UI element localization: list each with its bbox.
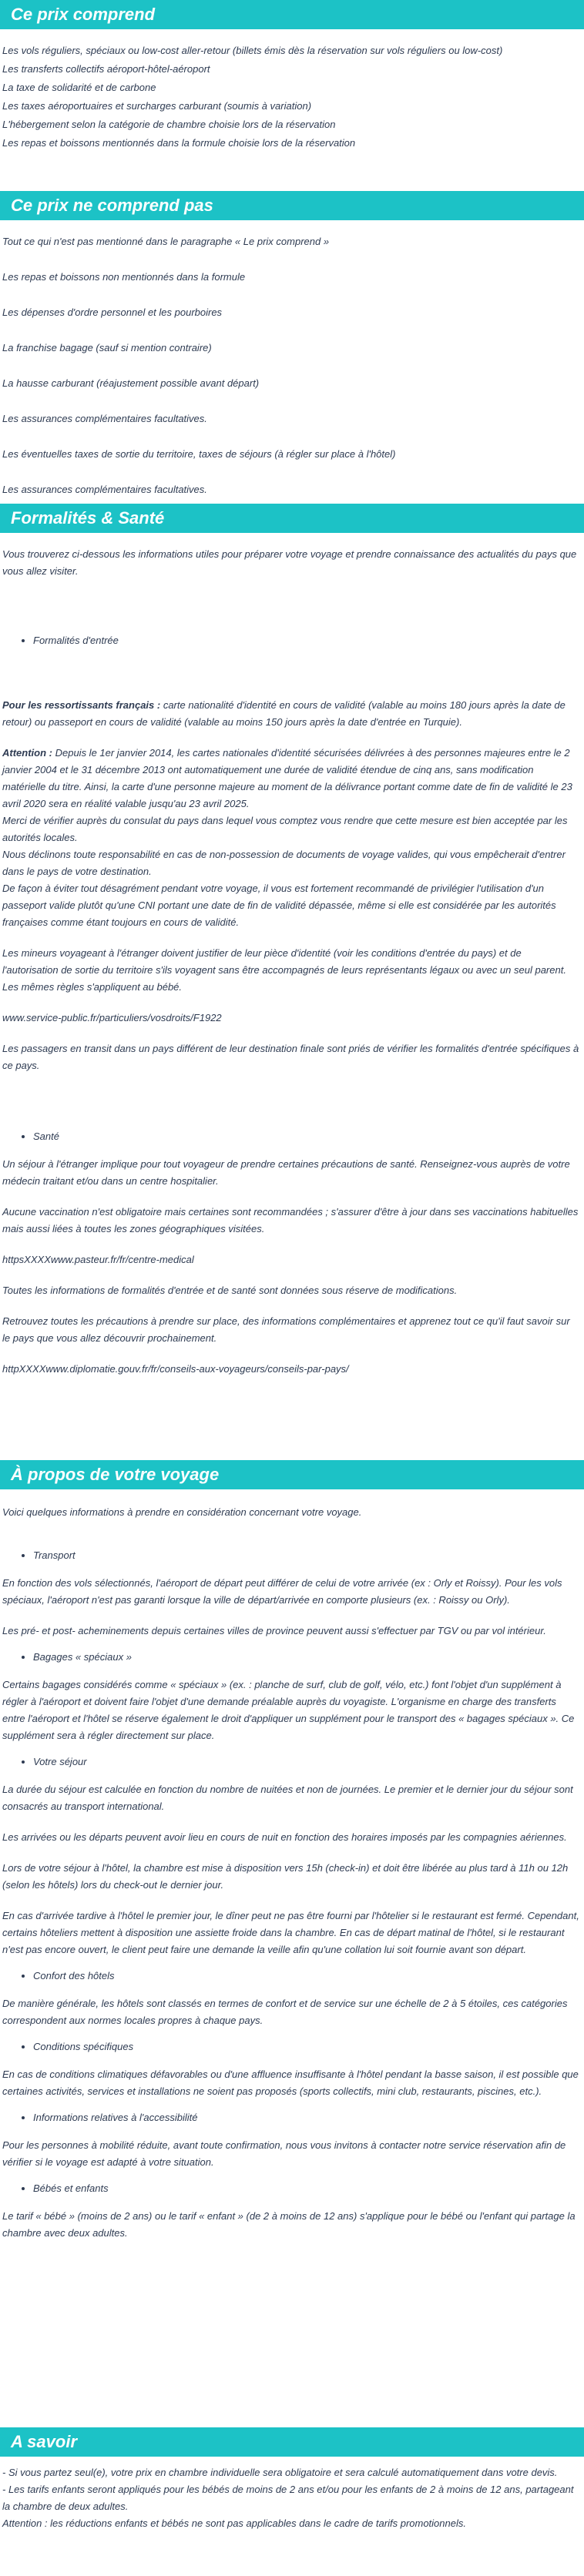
excluded-list [0,220,584,498]
excluded-item: Les dépenses d'ordre personnel et les pourboires [2,307,223,318]
apropos-intro: Voici quelques informations à prendre en considération concernant votre voyage. [2,1506,362,1518]
arrivee-tardive: En cas d'arrivée tardive à l'hôtel le premier jour, le dîner peut ne pas être fourni par l'hôtelier si le restaurant est fermé. Cependant, certains hôteliers mettent à disposition une assiette froide dans la chambre. En cas de départ matinal de l'hôtel, si le restaurant n'est pas encore ouvert, le client peut faire une demande la veille afin qu'une collation lui soit fournie avant son départ. [2,1910,579,1955]
confort-text: De manière générale, les hôtels sont classés en termes de confort et de service sur une échelle de 2 à 5 étoiles, ces catégories correspondent aux normes locales propres à chaque pays. [2,1998,568,2026]
ressortissants-label: Pour les ressortissants français : [2,699,161,711]
url-diplomatie: httpXXXXwww.diplomatie.gouv.fr/fr/conseils-aux-voyageurs/conseils-par-pays/ [2,1363,349,1375]
url-service-public: www.service-public.fr/particuliers/vosdroits/F1922 [2,1012,222,1023]
checkin-checkout: Lors de votre séjour à l'hôtel, la chambre est mise à disposition vers 15h (check-in) et doit être libérée au plus tard à 11h ou 12h (selon les hôtels) lors du check-out le dernier jour. [2,1862,569,1891]
accessibilite-bullet [2,2109,579,2126]
transit: Les passagers en transit dans un pays différent de leur destination finale sont priés de vérifier les formalités d'entrée spécifiques à ce pays. [2,1043,579,1071]
section-title-prix-comprend: Ce prix comprend [0,0,584,29]
confort-bullet [2,1968,579,1985]
sante-label: • Santé [33,1128,579,1145]
verifier-consulat: Merci de vérifier auprès du consulat du pays dans lequel vous comptez vous rendre que cette mesure est bien acceptée par les autorités locales. [2,815,568,843]
asavoir-line: Attention : les réductions enfants et bébés ne sont pas applicables dans le cadre de tarifs promotionnels. [2,2517,466,2529]
transport-text: En fonction des vols sélectionnés, l'aéroport de départ peut différer de celui de votre arrivée (ex : Orly et Roissy). Pour les vols spéciaux, l'aéroport n'est pas garanti lorsque la ville de départ/arrivée en comporte plusieurs (ex. : Roissy ou Orly). [2,1577,562,1606]
excluded-item: La hausse carburant (réajustement possible avant départ) [2,377,260,389]
mineurs: Les mineurs voyageant à l'étranger doivent justifier de leur pièce d'identité (voir les conditions d'entrée du pays) et de l'autorisation de sortie du territoire s'ils voyagent sans être accompagnés de leurs représentants légaux ou avec un seul parent. Les mêmes règles s'appliquent au bébé. [2,947,566,993]
section-title-a-propos: À propos de votre voyage [0,1460,584,1489]
included-item: Les taxes aéroportuaires et surcharges carburant (soumis à variation) [2,100,312,112]
ressortissants-paragraph [2,697,579,731]
excluded-item: La franchise bagage (sauf si mention contraire) [2,342,212,353]
sante-bullet [2,1128,579,1145]
sejour-text: La durée du séjour est calculée en fonction du nombre de nuitées et non de journées. Le premier et le dernier jour du séjour sont consacrés au transport international. [2,1784,573,1812]
attention-paragraph [2,745,579,812]
bebes-label: • Bébés et enfants [33,2180,579,2197]
arrivees-departs: Les arrivées ou les départs peuvent avoir lieu en cours de nuit en fonction des horaires imposés par les compagnies aériennes. [2,1831,567,1843]
responsabilite: Nous déclinons toute responsabilité en cas de non-possession de documents de voyage valides, qui vous empêcherait d'entrer dans le pays de votre destination. [2,849,566,877]
bagages-label: • Bagages « spéciaux » [33,1649,579,1666]
excluded-item: Les assurances complémentaires facultatives. [2,413,207,424]
ressortissants-text: carte nationalité d'identité en cours de validité (valable au moins 180 jours après la date de retour) ou passeport en cours de validité (valable au moins 150 jours après la date d'entrée en Turquie). [2,699,566,728]
bebes-text: Le tarif « bébé » (moins de 2 ans) ou le tarif « enfant » (de 2 à moins de 12 ans) s'applique pour le bébé ou l'enfant qui partage la chambre avec deux adultes. [2,2210,576,2239]
desagrement: De façon à éviter tout désagrément pendant votre voyage, il vous est fortement recommandé de privilégier l'utilisation d'un passeport valide plutôt qu'une CNI portant une date de fin de validité dépassée, même si elle est considérée par les autorités françaises comme étant toujours en cours de validité. [2,883,556,928]
section-prix-comprend [0,0,584,152]
included-item: Les transferts collectifs aéroport-hôtel-aéroport [2,63,210,75]
sante-text: Un séjour à l'étranger implique pour tout voyageur de prendre certaines précautions de santé. Renseignez-vous auprès de votre médecin traitant et/ou dans un centre hospitalier. [2,1158,570,1187]
excluded-item: Tout ce qui n'est pas mentionné dans le paragraphe « Le prix comprend » [2,236,330,247]
attention-text: Depuis le 1er janvier 2014, les cartes nationales d'identité sécurisées délivrées à des personnes majeures entre le 2 janvier 2004 et le 31 décembre 2013 ont automatiquement une durée de validité étendue de cinq ans, sans modification matérielle du titre. Ainsi, la carte d'une personne majeure au moment de la délivrance portant comme date de fin de validité le 23 avril 2020 sera en réalité valable jusqu'au 23 avril 2025. [2,747,572,809]
retrouvez: Retrouvez toutes les précautions à prendre sur place, des informations complémentaires et apprenez tout ce qu'il faut savoir sur le pays que vous allez découvrir prochainement. [2,1315,570,1344]
included-item: La taxe de solidarité et de carbone [2,82,156,93]
section-title-a-savoir: A savoir [0,2427,584,2457]
asavoir-line: - Si vous partez seul(e), votre prix en chambre individuelle sera obligatoire et sera calculé automatiquement dans votre devis. [2,2467,558,2478]
formalites-body [0,533,584,1378]
excluded-item: Les assurances complémentaires facultatives. [2,484,207,495]
attention-label: Attention : [2,747,52,759]
conditions-label: • Conditions spécifiques [33,2038,579,2055]
conditions-bullet [2,2038,579,2055]
confort-label: • Confort des hôtels [33,1968,579,1985]
included-item: Les repas et boissons mentionnés dans la formule choisie lors de la réservation [2,137,356,149]
bagages-bullet [2,1649,579,1666]
section-prix-ne-comprend-pas [0,191,584,498]
section-title-formalites-sante: Formalités & Santé [0,504,584,533]
asavoir-body [0,2457,584,2532]
apropos-body [0,1489,584,2242]
transport-bullet [2,1547,579,1564]
section-a-propos-voyage [0,1460,584,2242]
included-item: Les vols réguliers, spéciaux ou low-cost aller-retour (billets émis dès la réservation sur vols réguliers ou low-cost) [2,45,503,56]
section-a-savoir [0,2427,584,2532]
section-title-prix-ne-comprend-pas: Ce prix ne comprend pas [0,191,584,220]
accessibilite-label: • Informations relatives à l'accessibilité [33,2109,579,2126]
transport-label: • Transport [33,1547,579,1564]
bebes-bullet [2,2180,579,2197]
asavoir-line: - Les tarifs enfants seront appliqués pour les bébés de moins de 2 ans et/ou pour les enfants de 2 à moins de 12 ans, partageant la chambre de deux adultes. [2,2484,574,2512]
vaccination: Aucune vaccination n'est obligatoire mais certaines sont recommandées ; s'assurer d'être à jour dans ses vaccinations habituelles mais aussi liées à toutes les zones géographiques visitées. [2,1206,579,1234]
included-list [0,29,584,152]
sejour-bullet [2,1754,579,1770]
included-item: L'hébergement selon la catégorie de chambre choisie lors de la réservation [2,119,336,130]
accessibilite-text: Pour les personnes à mobilité réduite, avant toute confirmation, nous vous invitons à contacter notre service réservation afin de vérifier si le voyage est adapté à votre situation. [2,2139,566,2168]
formalites-entree-bullet [2,632,579,649]
url-pasteur: httpsXXXXwww.pasteur.fr/fr/centre-medical [2,1254,194,1265]
pre-post-acheminements: Les pré- et post- acheminements depuis certaines villes de province peuvent aussi s'effectuer par TGV ou par vol intérieur. [2,1625,546,1636]
excluded-item: Les éventuelles taxes de sortie du territoire, taxes de séjours (à régler sur place à l'hôtel) [2,448,396,460]
excluded-item: Les repas et boissons non mentionnés dans la formule [2,271,246,283]
section-formalites-sante [0,504,584,1378]
conditions-text: En cas de conditions climatiques défavorables ou d'une affluence insuffisante à l'hôtel pendant la basse saison, il est possible que certaines activités, services et installations ne soient pas proposés (sports collectifs, mini club, restaurants, piscines, etc.). [2,2069,579,2097]
sejour-label: • Votre séjour [33,1754,579,1770]
bagages-text: Certains bagages considérés comme « spéciaux » (ex. : planche de surf, club de golf, vélo, etc.) font l'objet d'un supplément à régler à l'aéroport et doivent faire l'objet d'une demande préalable auprès du voyagiste. L'organisme en charge des transferts entre l'aéroport et l'hôtel se réserve également le droit d'appliquer un supplément pour le transport des « bagages spéciaux ». Ce supplément sera à régler directement sur place. [2,1679,575,1741]
formalites-intro: Vous trouverez ci-dessous les informations utiles pour préparer votre voyage et prendre connaissance des actualités du pays que vous allez visiter. [2,548,577,577]
reserve-modifications: Toutes les informations de formalités d'entrée et de santé sont données sous réserve de modifications. [2,1285,458,1296]
formalites-entree-label: • Formalités d'entrée [33,632,579,649]
